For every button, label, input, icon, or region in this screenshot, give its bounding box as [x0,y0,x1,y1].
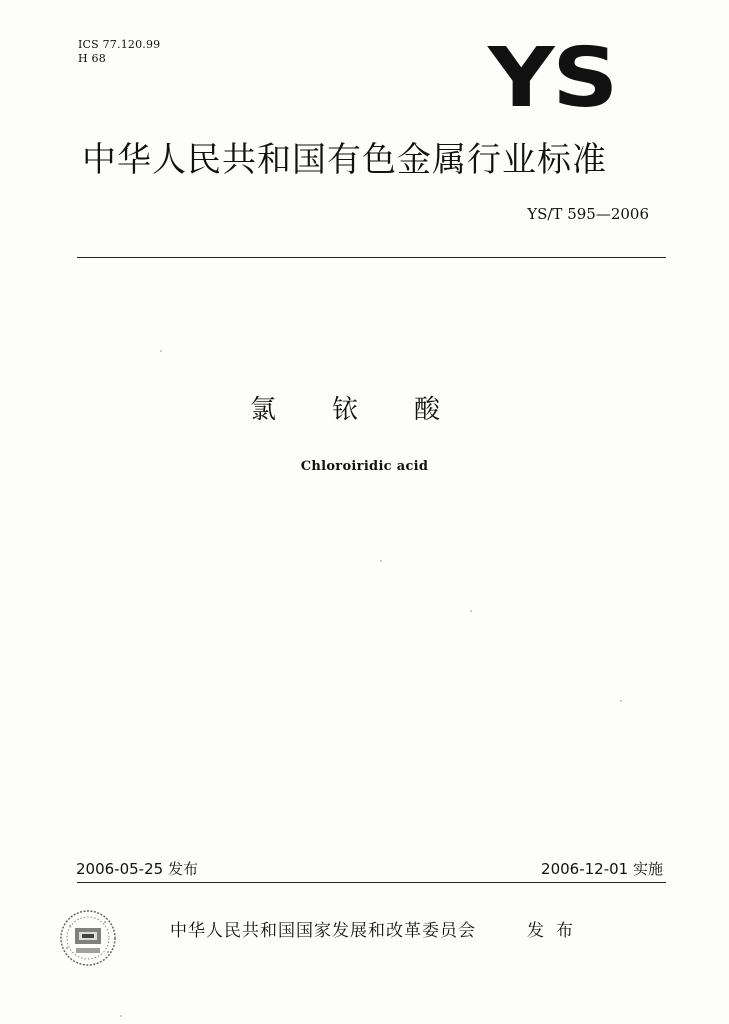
implementation-date: 2006-12-01 实施 [541,860,663,878]
document-title-english: Chloroiridic acid [300,459,429,474]
scan-speck [120,1015,122,1017]
issuer-action-label: 发布 [527,921,585,941]
category-code: H 68 [78,52,106,65]
authority-title: 中华人民共和国有色金属行业标准 [82,140,607,180]
issue-date: 2006-05-25 发布 [76,860,198,878]
ics-code: ICS 77.120.99 [78,38,161,51]
bottom-divider [77,882,666,883]
top-divider [77,257,666,258]
scan-speck [380,560,382,562]
document-title-chinese: 氯铱酸 [250,395,497,425]
seal-graphic [58,908,118,968]
scan-speck [470,610,472,612]
issuing-authority: 中华人民共和国国家发展和改革委员会 [170,921,476,941]
scan-speck [620,700,622,702]
standard-number: YS/T 595—2006 [527,205,649,223]
ys-logo: YS [488,31,617,126]
publisher-seal-icon [58,908,118,968]
scan-speck [160,350,162,352]
classification-codes [78,38,160,66]
